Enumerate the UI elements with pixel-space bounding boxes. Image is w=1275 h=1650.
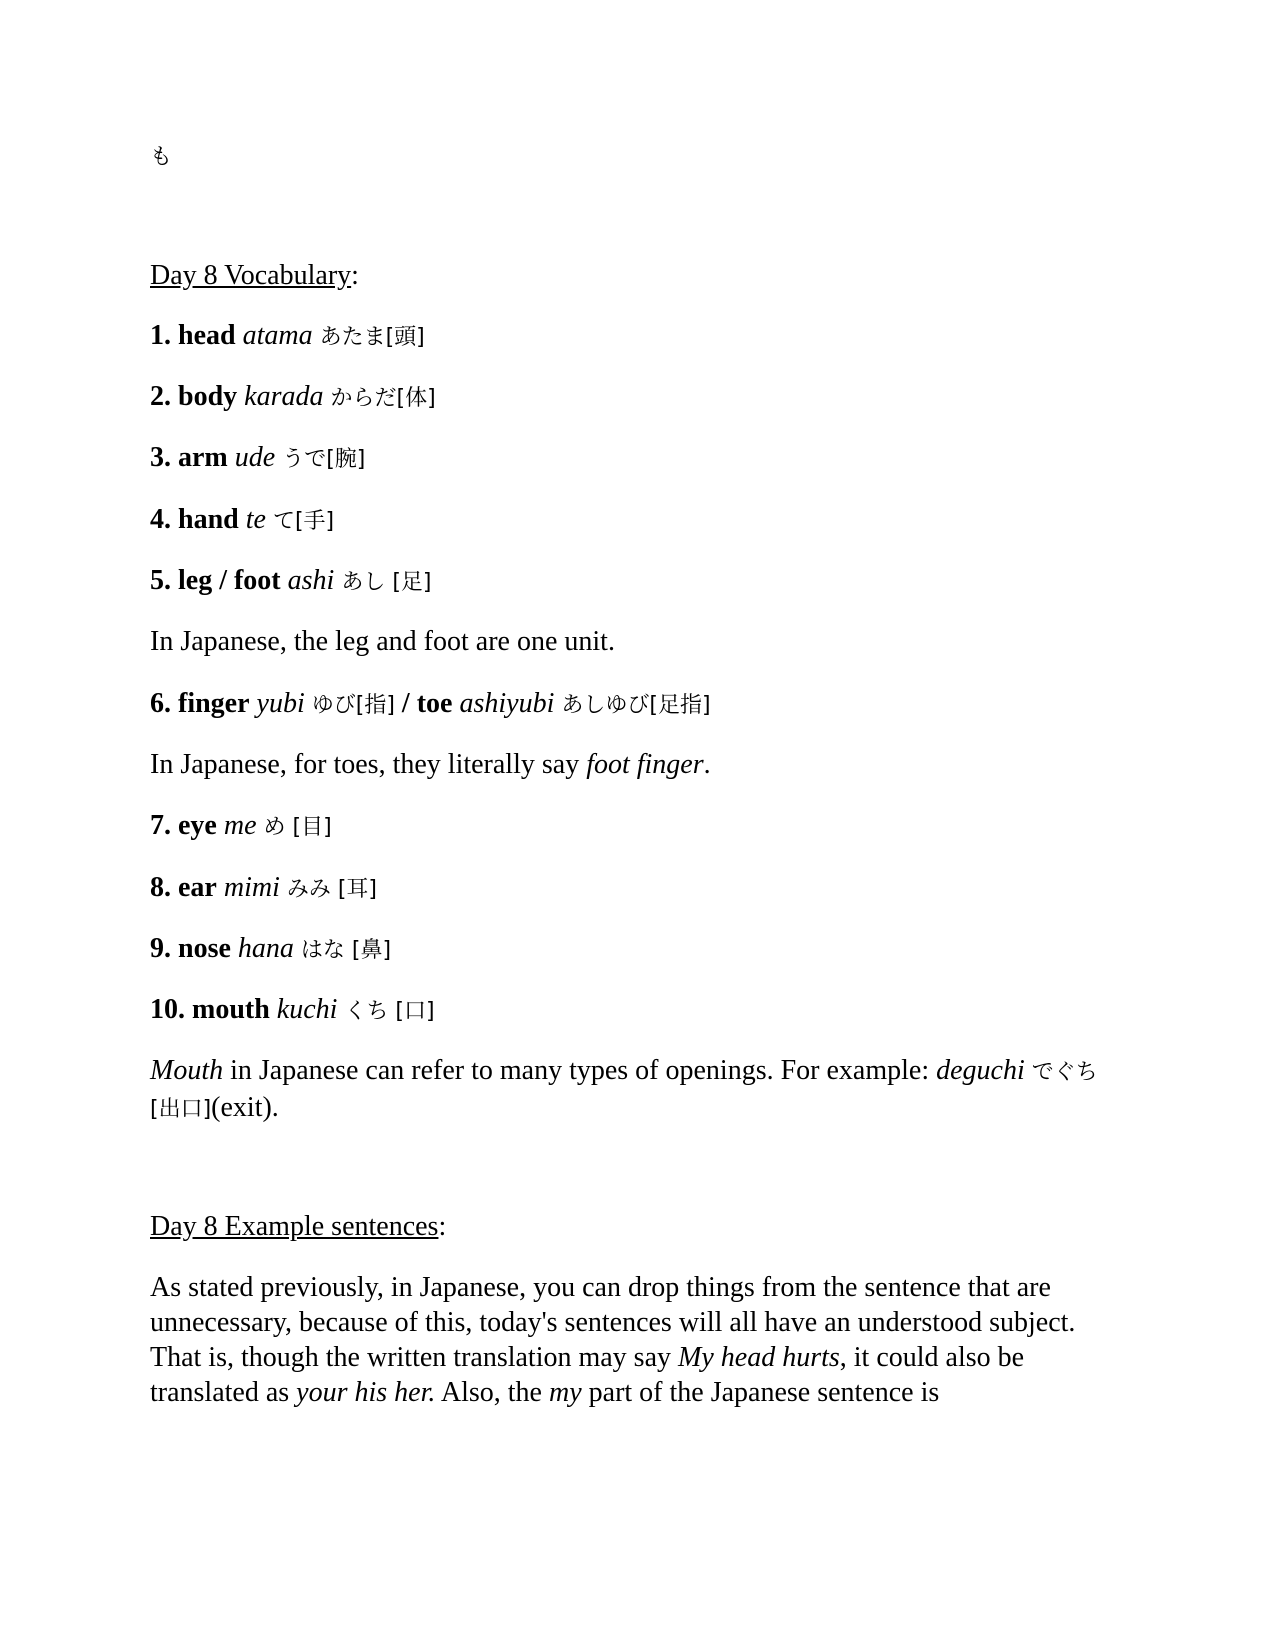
vocab-number: 4. — [150, 504, 171, 535]
vocab-number: 9. — [150, 933, 171, 964]
document-page — [150, 0, 1125, 1650]
vocab-romaji: hana — [237, 933, 294, 964]
note-toe-period: . — [703, 749, 711, 780]
vocab-english: ear — [178, 872, 217, 903]
vocab-kana: くち [口] — [344, 999, 435, 1024]
note-mouth-text: in Japanese can refer to many types of openings. For example: — [230, 1055, 930, 1086]
vocab-kana: からだ[体] — [330, 386, 436, 411]
vocab-romaji: mimi — [223, 872, 280, 903]
vocab-kana: はな [鼻] — [300, 938, 392, 963]
vocab-number: 6. — [150, 688, 171, 719]
vocab-romaji: ashi — [287, 565, 335, 596]
example-heading-colon: : — [438, 1211, 447, 1242]
vocab-romaji: yubi — [256, 688, 305, 719]
vocab-romaji: me — [223, 810, 257, 841]
vocab-item-8 — [150, 870, 377, 908]
vocab-romaji: karada — [244, 381, 324, 412]
vocab-english: mouth — [192, 994, 270, 1025]
vocab-separator: / — [401, 688, 410, 719]
vocab-english: arm — [178, 442, 228, 473]
vocab-kana: て[手] — [272, 509, 335, 534]
vocab-english: finger — [178, 688, 250, 719]
vocab-number: 3. — [150, 442, 171, 473]
vocab-number: 5. — [150, 565, 171, 596]
note-toe-emphasis: foot finger — [586, 749, 704, 780]
vocab-kana: め [目] — [263, 815, 332, 840]
vocab-number: 7. — [150, 810, 171, 841]
vocab-item-7 — [150, 808, 332, 846]
note-mouth-romaji: deguchi — [936, 1055, 1025, 1086]
vocab-kana: あし [足] — [341, 570, 432, 595]
note-mouth-exit: (exit). — [211, 1092, 279, 1123]
example-heading — [150, 1209, 446, 1245]
vocab-item-2 — [150, 379, 436, 417]
vocab-romaji: atama — [242, 320, 313, 351]
vocab-kana: あしゆび[足指] — [561, 693, 711, 718]
vocab-romaji: kuchi — [276, 994, 338, 1025]
vocab-romaji: te — [245, 504, 266, 535]
vocab-number: 10. — [150, 994, 185, 1025]
vocab-item-6 — [150, 686, 711, 724]
vocab-kana: うで[腕] — [282, 447, 366, 472]
vocab-number: 1. — [150, 320, 171, 351]
note-mouth-emphasis: Mouth — [150, 1055, 224, 1086]
paragraph-emphasis: my — [548, 1377, 582, 1408]
vocab-kana: あたま[頭] — [319, 325, 425, 350]
vocab-heading — [150, 258, 359, 294]
paragraph-text: , it could also be translated as — [150, 1342, 1025, 1408]
vocab-romaji: ashiyubi — [459, 688, 555, 719]
note-leg-foot: In Japanese, the leg and foot are one unit. — [150, 626, 615, 657]
vocab-english: nose — [178, 933, 231, 964]
note-mouth-kana: でぐち[出口] — [150, 1060, 1098, 1122]
note-toe-text: In Japanese, for toes, they literally say — [150, 749, 580, 780]
note-mouth — [150, 1053, 1125, 1127]
vocab-english: toe — [416, 688, 453, 719]
vocab-number: 2. — [150, 381, 171, 412]
vocab-english: head — [178, 320, 236, 351]
vocab-number: 8. — [150, 872, 171, 903]
vocab-item-1 — [150, 318, 425, 356]
vocab-item-3 — [150, 440, 365, 478]
vocab-english: body — [178, 381, 238, 412]
vocab-heading-text: Day 8 Vocabulary — [150, 260, 352, 291]
note-toe — [150, 747, 711, 783]
paragraph-text: As stated previously, in Japanese, you can drop things from the sentence that are unnecessary, because of this, today's sentences will all have an understood subject. That is, though the written translation may say — [150, 1272, 1076, 1373]
vocab-romaji: ude — [234, 442, 276, 473]
example-heading-text: Day 8 Example sentences — [150, 1211, 439, 1242]
vocab-item-5 — [150, 563, 432, 601]
vocab-item-10 — [150, 992, 435, 1030]
paragraph-emphasis: My head hurts — [678, 1342, 840, 1373]
vocab-heading-colon: : — [351, 260, 359, 291]
vocab-item-9 — [150, 931, 391, 969]
vocab-item-4 — [150, 502, 334, 540]
paragraph-emphasis: your his her. — [296, 1377, 436, 1408]
paragraph-text: part of the Japanese sentence is — [588, 1377, 940, 1408]
vocab-kana: ゆび[指] — [311, 693, 395, 718]
intro-paragraph — [150, 1270, 1125, 1410]
vocab-english: leg / foot — [178, 565, 281, 596]
top-character: も — [150, 145, 173, 170]
paragraph-text: Also, the — [440, 1377, 542, 1408]
vocab-kana: みみ [耳] — [286, 877, 378, 902]
vocab-english: hand — [178, 504, 239, 535]
vocab-english: eye — [178, 810, 217, 841]
